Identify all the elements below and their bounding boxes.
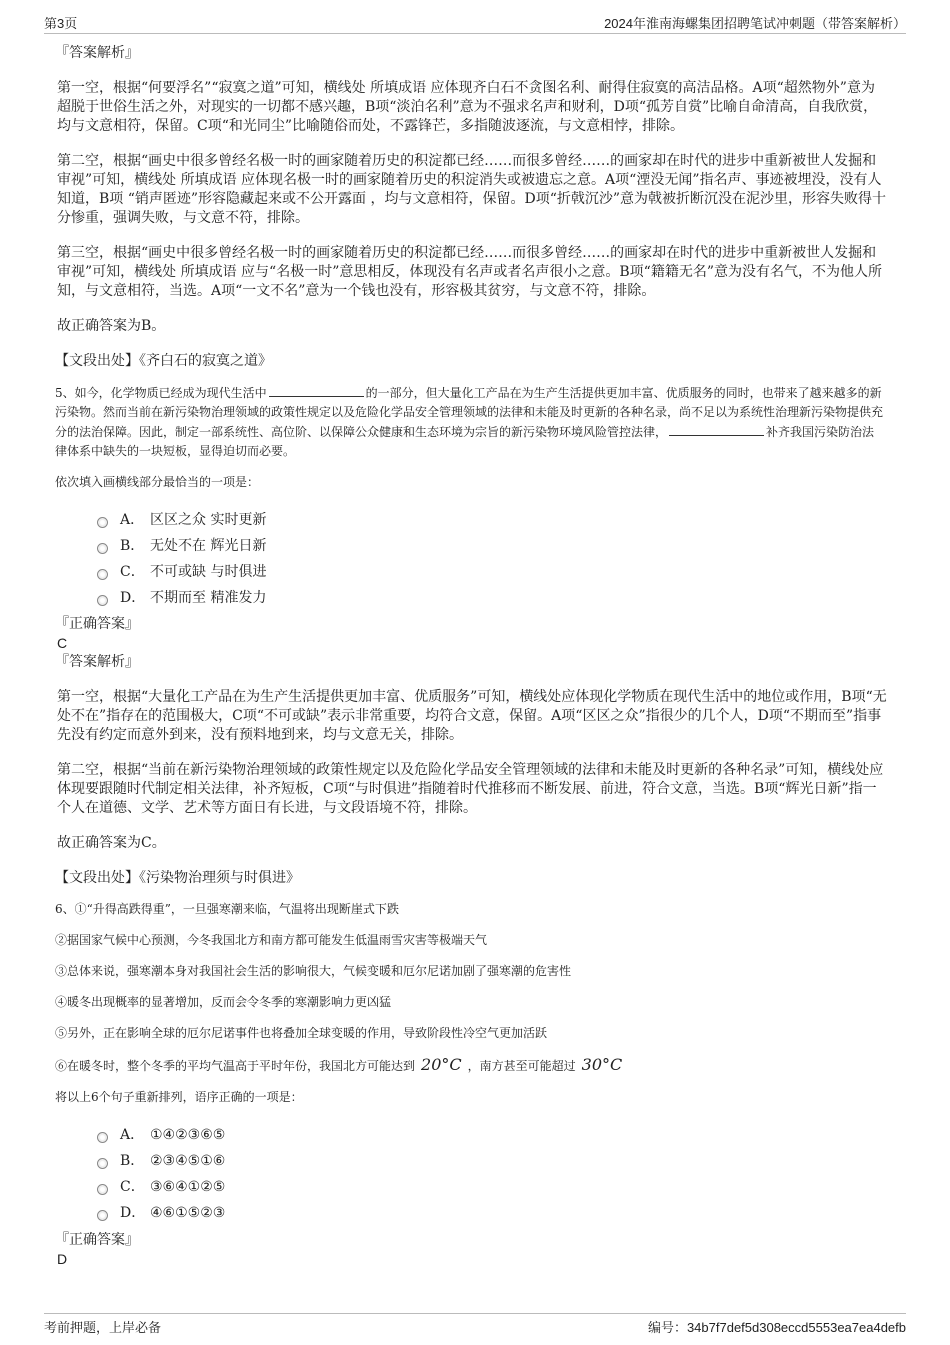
q5-option-d[interactable]: D． 不期而至 精准发力 (97, 585, 887, 611)
q6-sentence-2: ②据国家气候中心预测，今冬我国北方和南方都可能发生低温雨雪灾害等极端天气 (55, 933, 488, 947)
temperature-south: 30°C (581, 1055, 623, 1074)
q5-analysis-label: 『答案解析』 (55, 654, 139, 670)
q5-option-a[interactable]: A． 区区之众 实时更新 (97, 507, 887, 533)
page-header (44, 11, 906, 34)
page-footer (44, 1313, 906, 1336)
q6-sentence-3: ③总体来说，强寒潮本身对我国社会生活的影响很大，气候变暖和厄尔尼诺加剧了强寒潮的危害性 (55, 964, 572, 978)
q5-option-b[interactable]: B． 无处不在 辉光日新 (97, 533, 887, 559)
q6-prompt: 将以上6个句子重新排列，语序正确的一项是： (55, 1090, 303, 1104)
q4-analysis-para3: 第三空，根据“画史中很多曾经名极一时的画家随着历史的积淀都已经……而很多曾经……的画家却在时代的进步中重新被世人发掘和审视”可知，横线处 所填成语 应与“名极一时”意思相反，体现没有名声或者名声很小之意。B项“籍籍无名”意为没有名气，不为他人所知，与文意相符，当选。A项“一文不名”意为一个钱也没有，形容极其贫穷，与文意不符，排除。 (57, 245, 882, 299)
q4-conclusion: 故正确答案为B。 (57, 318, 166, 334)
radio-icon[interactable] (97, 1158, 108, 1169)
q4-source: 【文段出处】《齐白石的寂寞之道》 (55, 353, 272, 369)
q6-sentence-6: ⑥在暖冬时，整个冬季的平均气温高于平时年份，我国北方可能达到 20°C ，南方甚至可能超过 30°C (55, 1055, 623, 1074)
radio-icon[interactable] (97, 1184, 108, 1195)
q5-answer-label: 『正确答案』 (55, 616, 139, 632)
q6-option-c[interactable]: C． ③⑥④①②⑤ (97, 1174, 887, 1200)
q4-analysis-label: 『答案解析』 (55, 45, 139, 61)
q5-analysis-para2: 第二空，根据“当前在新污染物治理领域的政策性规定以及危险化学品安全管理领域的法律和未能及时更新的各种名录”可知，横线处应体现要跟随时代制定相关法律，补齐短板，C项“与时俱进”指随着时代推移而不断发展、前进，符合文意，当选。B项“辉光日新”指一个人在道德、文学、艺术等方面日有长进，与文段语境不符，排除。 (57, 762, 884, 816)
q6-sentence-4: ④暖冬出现概率的显著增加，反而会令冬季的寒潮影响力更凶猛 (55, 995, 392, 1009)
answer-blank (669, 422, 764, 436)
radio-icon[interactable] (97, 1210, 108, 1221)
radio-icon[interactable] (97, 595, 108, 606)
q5-options (97, 507, 887, 611)
q5-conclusion: 故正确答案为C。 (57, 835, 166, 851)
q4-analysis-para2: 第二空，根据“画史中很多曾经名极一时的画家随着历史的积淀都已经……而很多曾经……的画家却在时代的进步中重新被世人发掘和审视”可知，横线处 所填成语 应体现名极一时的画家随着历史的积淀消失或被遗忘之意。A项“湮没无闻”指名声、事迹被埋没，没有人知道，B项 “销声匿迹”形容隐藏起来或不公开露面 ，均与文意相符，保留。D项“折戟沉沙”意为戟被折断沉没在泥沙里，形容失败得十分惨重，强调失败，与文意不符，排除。 (57, 153, 887, 226)
q6-sentence-5: ⑤另外，正在影响全球的厄尔尼诺事件也将叠加全球变暖的作用，导致阶段性冷空气更加活跃 (55, 1026, 548, 1040)
q6-sentence-1: 6、①“升得高跌得重”，一旦强寒潮来临，气温将出现断崖式下跌 (55, 902, 399, 916)
q6-answer-label: 『正确答案』 (55, 1232, 139, 1248)
footer-slogan: 考前押题，上岸必备 (44, 1320, 162, 1335)
q6-option-d[interactable]: D． ④⑥①⑤②③ (97, 1200, 887, 1226)
q5-option-c[interactable]: C． 不可或缺 与时俱进 (97, 559, 887, 585)
document-body (57, 44, 887, 1269)
q6-option-a[interactable]: A． ①④②③⑥⑤ (97, 1122, 887, 1148)
page-number: 第3页 (44, 16, 78, 31)
q4-analysis-para1: 第一空，根据“何要浮名”“寂寞之道”可知，横线处 所填成语 应体现齐白石不贪图名利、耐得住寂寞的高洁品格。A项“超然物外”意为超脱于世俗生活之外，对现实的一切都不感兴趣，B项“淡泊名利”意为不强求名声和财利，D项“孤芳自赏”比喻自命清高，自我欣赏，均与文意相符，保留。C项“和光同尘”比喻随俗而处，不露锋芒，多指随波逐流，与文意相悖，排除。 (57, 80, 878, 134)
q5-stem: 5、如今，化学物质已经成为现代生活中 的一部分，但大量化工产品在为生产生活提供更加丰富、优质服务的同时，也带来了越来越多的新污染物。然而当前在新污染物治理领域的政策性规定以及危险化学品安全管理领域的法律和未能及时更新的各种名录，尚不足以为系统性治理新污染物提供充分的法治保障。因此，制定一部系统性、高位阶、以保障公众健康和生态环境为宗旨的新污染物环境风险管控法律， 补齐我国污染防治法律体系中缺失的一块短板，显得迫切而必要。 (55, 383, 885, 461)
answer-blank (269, 383, 364, 397)
radio-icon[interactable] (97, 543, 108, 554)
document-id: 编号：34b7f7def5d308eccd5553ea7ea4defb (647, 1320, 906, 1335)
q5-answer: C (57, 635, 68, 651)
q5-analysis-para1: 第一空，根据“大量化工产品在为生产生活提供更加丰富、优质服务”可知，横线处应体现化学物质在现代生活中的地位或作用，B项“无处不在”指存在的范围极大，C项“不可或缺”表示非常重要，均符合文意，保留。A项“区区之众”指很少的几个人，D项“不期而至”指事先没有约定而意外到来，没有预料地到来，均与文意无关，排除。 (57, 689, 887, 743)
temperature-north: 20°C (421, 1055, 462, 1074)
document-title: 2024年淮南海螺集团招聘笔试冲刺题（带答案解析） (604, 16, 906, 31)
q5-source: 【文段出处】《污染物治理须与时俱进》 (55, 870, 300, 886)
radio-icon[interactable] (97, 1132, 108, 1143)
radio-icon[interactable] (97, 569, 108, 580)
q6-option-b[interactable]: B． ②③④⑤①⑥ (97, 1148, 887, 1174)
radio-icon[interactable] (97, 517, 108, 528)
q6-answer: D (57, 1251, 68, 1267)
q6-options (97, 1122, 887, 1226)
q5-prompt: 依次填入画横线部分最恰当的一项是： (55, 475, 260, 489)
